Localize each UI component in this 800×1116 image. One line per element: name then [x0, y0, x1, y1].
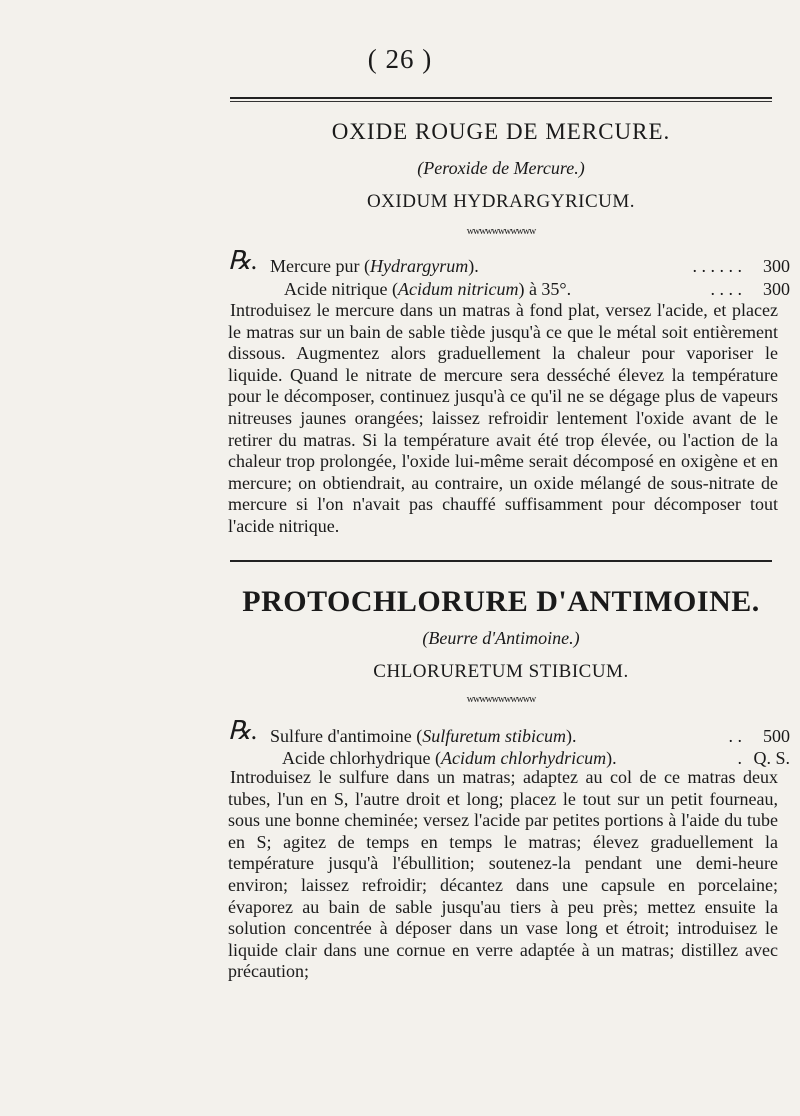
leader-dots: . . . . [710, 279, 742, 299]
ingredient-quantity: 300 [763, 256, 790, 276]
ingredient-row [284, 279, 790, 301]
section2-body-text: Introduisez le sulfure dans un matras; adaptez au col de ce matras deux tubes, l'un en S, l'autre droit et long; placez le tout sur un petit fourneau, sous une bonne cheminée; versez l'acide par petites portions à l'aide du tube en S; agitez de temps en temps le matras; élevez graduellement la température jusqu'à l'ébullition; soutenez-la pendant une demi-heure environ; laissez refroidir; décantez dans une capsule en porcelaine; évaporez au bain de sable jusqu'au tiers à peu près; mettez ensuite la solution concentrée à déposer dans un vase long et étroit; introduisez le liquide clair dans une cornue en verre adaptée à un matras; distillez avec précaution; [228, 767, 778, 982]
ingredient-quantity: Q. S. [753, 748, 790, 768]
section1-subtitle: (Peroxide de Mercure.) [417, 158, 585, 178]
ingredient-row [270, 726, 790, 748]
section1-title: OXIDE ROUGE DE MERCURE. [331, 119, 671, 144]
leader-dots: . [737, 748, 742, 768]
ingredient-name: Acide nitrique (Acidum nitricum) à 35°. [284, 279, 572, 299]
ingredient-name: Acide chlorhydrique (Acidum chlorhydricum). [282, 748, 617, 768]
section-divider [230, 560, 772, 562]
section1-body-text: Introduisez le mercure dans un matras à fond plat, versez l'acide, et placez le matras sur un bain de sable tiède jusqu'à ce que le métal soit entièrement dissous. Augmentez alors graduellement la chaleur pour vaporiser le liquide. Quand le nitrate de mercure sera desséché élevez la température pour le décomposer, continuez jusqu'à ce qu'il ne se dégage plus de vapeurs nitreuses jaunes orangées; laissez refroidir lentement l'oxide avant de le retirer du matras. Si la température avait été trop élevée, ou l'action de la chaleur trop prolongée, l'oxide lui-même serait décomposé en oxigène et en mercure; on obtiendrait, au contraire, un oxide mélangé de sous-nitrate de mercure si l'on n'avait pas chauffé suffisamment pour décomposer tout l'acide nitrique. [228, 300, 778, 536]
recipe-symbol-1: ℞. [228, 246, 258, 275]
section1-ornament: wwwwwwwwwww [466, 226, 536, 237]
ingredient-row [270, 256, 790, 278]
ingredient-quantity: 500 [763, 726, 790, 746]
ingredient-name: Sulfure d'antimoine (Sulfuretum stibicum). [270, 726, 577, 746]
header-rule [230, 97, 772, 99]
section2-latin-name: CHLORURETUM STIBICUM. [373, 661, 629, 682]
section2-title: PROTOCHLORURE D'ANTIMOINE. [242, 585, 760, 618]
section2-ornament: wwwwwwwwwww [466, 694, 536, 705]
leader-dots: . . . . . . [692, 256, 742, 276]
recipe-symbol-2: ℞. [228, 716, 258, 745]
leader-dots: . . [728, 726, 742, 746]
ingredient-name: Mercure pur (Hydrargyrum). [270, 256, 479, 276]
header-rule-thin [230, 101, 772, 102]
section1-latin-name: OXIDUM HYDRARGYRICUM. [366, 191, 636, 212]
ingredient-quantity: 300 [763, 279, 790, 299]
section2-subtitle: (Beurre d'Antimoine.) [422, 628, 580, 648]
page-number: ( 26 ) [367, 44, 433, 74]
